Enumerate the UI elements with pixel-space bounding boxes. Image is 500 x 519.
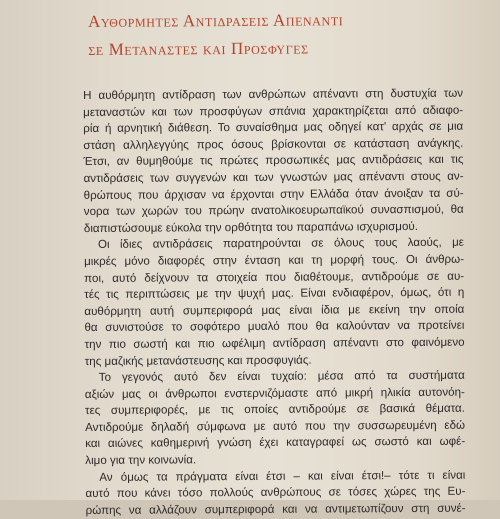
text-line: μεταναστών και των προσφύγων σπάνια χαρακτηρίζεται από αδιαφο- <box>83 103 464 119</box>
text-line: αυτό που κάνει τόσο πολλούς ανθρώπους σε τόσες χώρες της Ευ- <box>85 484 466 501</box>
text-line: Αν όμως τα πράγματα είναι έτσι – και είναι έτσι!– τότε τι είναι <box>99 468 466 484</box>
text-line: Οι ίδιες αντιδράσεις παρατηρούνται σε όλους τους λαούς, με <box>97 236 464 252</box>
text-line: μικρές μόνο διαφορές στην ένταση και τη μορφή τους. Οι άνθρω- <box>84 252 465 268</box>
text-line: την πιο σωστή και πιο ωφέλιμη αντίδραση απέναντι στο φαινόμενο <box>84 335 465 351</box>
text-line: τές τις περιπτώσεις με την ψυχή μας. Είναι ενδιαφέρον, όμως, ότι η <box>84 285 465 302</box>
text-line: ποι, αυτό δείχνουν τα στοιχεία που διαθέτουμε, αντιδρούμε σε αυ- <box>84 269 465 285</box>
chapter-heading <box>88 6 344 64</box>
text-line: Η αυθόρμητη αντίδραση των ανθρώπων απέναντι στη δυστυχία των <box>83 86 464 102</box>
body-text <box>83 86 466 519</box>
text-line: αυθόρμητη αυτή συμπεριφορά μας είναι ίδια με εκείνη την οποία <box>84 302 465 318</box>
text-line: ρία ή αρνητική διάθεση. Το συναίσθημα μας οδηγεί κατ' αρχάς σε μια <box>83 119 464 136</box>
text-line: ρώπης να αλλάζουν συμπεριφορά και να αντιμετωπίζουν στη συνέ- <box>85 501 466 517</box>
text-line: Το γεγονός αυτό δεν είναι τυχαίο: μέσα από τα συστήματα <box>98 368 465 385</box>
heading-line-2: σε Μεταναστες και Προσφυγες <box>88 38 309 59</box>
text-line: λιμο για την κοινωνία. <box>85 453 197 468</box>
text-line: νορα των χωρών του πρώην ανατολικοευρωπαϊκού συνασπισμού, θα <box>83 202 464 219</box>
text-line: αντιδράσεις των συγγενών και των γνωστών μας απέναντι στους αν- <box>83 169 464 185</box>
text-line: αξιών μας οι άνθρωποι ενστερνιζόμαστε από μικρή ηλικία αυτονόη- <box>84 385 465 401</box>
text-line: στάση αλληλεγγύης προς όσους βρίσκονται σε κατάσταση ανάγκης. <box>83 136 464 152</box>
text-line: Αντιδρούμε δηλαδή σύμφωνα με αυτό που την συσσωρευμένη εδώ <box>85 418 466 434</box>
text-line: θρώπους που άρχισαν να έρχονται στην Ελλάδα όταν άνοιξαν τα σύ- <box>83 186 464 202</box>
text-line: θα συνιστούσε το σοφότερο μυαλό που θα καλούνταν να προτείνει <box>84 318 465 335</box>
text-line: Έτσι, αν θυμηθούμε τις πρώτες προσωπικές μας αντιδράσεις και τις <box>83 153 464 169</box>
text-line: της μαζικής μετανάστευσης και προσφυγιάς. <box>84 353 312 368</box>
heading-line-1: Αυθορμητες Αντιδρασεις Απεναντι <box>88 10 344 31</box>
text-line: διαπιστώσουμε εύκολα την ορθότητα του παραπάνω ισχυρισμού. <box>83 219 418 235</box>
text-line: και αιώνες καθημερινή γνώση έχει καταγραφεί ως σωστό και ωφέ- <box>85 435 466 451</box>
text-line: τες συμπεριφορές, με τις οποίες αντιδρούμε σε βασικά θέματα. <box>84 401 466 418</box>
